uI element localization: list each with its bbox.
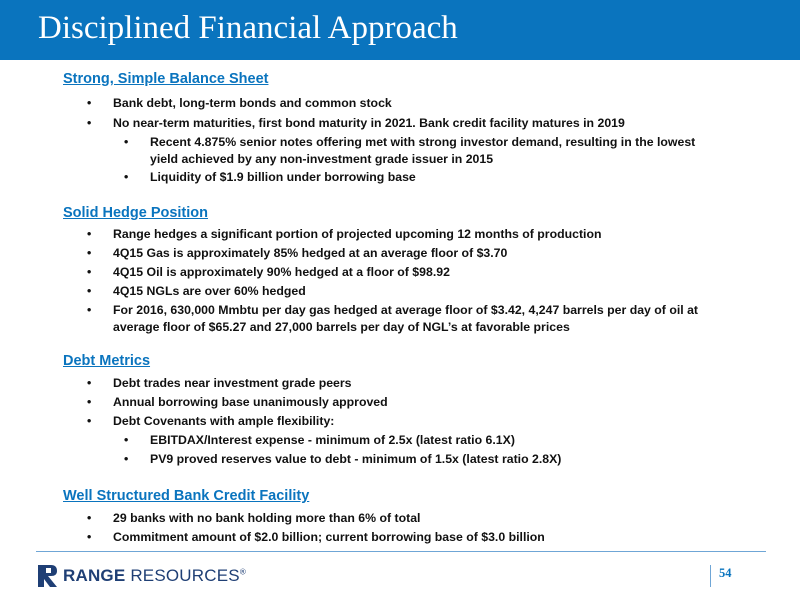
sub-bullet-item [124, 432, 750, 449]
logo-wordmark [63, 566, 246, 586]
bullet-icon: • [87, 116, 92, 130]
bullet-icon: • [124, 433, 129, 447]
page-number-separator [710, 565, 711, 587]
bullet-text: Debt trades near investment grade peers [113, 376, 352, 390]
bullet-item [87, 375, 753, 392]
bullet-icon: • [87, 395, 92, 409]
bullet-icon: • [124, 452, 129, 466]
page-number: 54 [719, 566, 732, 580]
sub-bullet-item [124, 451, 750, 468]
bullet-text: Commitment amount of $2.0 billion; current borrowing base of $3.0 billion [113, 530, 545, 544]
bullet-text: 4Q15 NGLs are over 60% hedged [113, 284, 306, 298]
logo-word-resources: RESOURCES [125, 566, 240, 585]
bullet-text: No near-term maturities, first bond maturity in 2021. Bank credit facility matures in 2019 [113, 116, 625, 130]
bullet-icon: • [87, 284, 92, 298]
bullet-item [87, 283, 753, 300]
bullet-icon: • [124, 135, 129, 149]
sub-bullet-item [124, 134, 710, 168]
bullet-icon: • [87, 511, 92, 525]
section-heading-bank-credit-facility: Well Structured Bank Credit Facility [63, 488, 310, 504]
bullet-item [87, 529, 753, 546]
bullet-text: PV9 proved reserves value to debt - minimum of 1.5x (latest ratio 2.8X) [150, 452, 562, 466]
bullet-text: 4Q15 Oil is approximately 90% hedged at a floor of $98.92 [113, 265, 450, 279]
bullet-text: Debt Covenants with ample flexibility: [113, 414, 335, 428]
bullet-text: For 2016, 630,000 Mmbtu per day gas hedged at average floor of $3.42, 4,247 barrels per day of oil at average floor of $65.27 and 27,000 barrels per day of NGL’s at favorable prices [113, 303, 699, 334]
company-logo [38, 564, 246, 588]
bullet-icon: • [87, 227, 92, 241]
bullet-item [87, 95, 753, 112]
bullet-icon: • [87, 530, 92, 544]
bullet-text: Annual borrowing base unanimously approved [113, 395, 388, 409]
registered-mark: ® [239, 567, 246, 577]
bullet-item [87, 394, 753, 411]
bullet-text: Recent 4.875% senior notes offering met with strong investor demand, resulting in the lowest yield achieved by any non-investment grade issuer in 2015 [150, 135, 696, 166]
bullet-icon: • [87, 96, 92, 110]
bullet-text: Range hedges a significant portion of projected upcoming 12 months of production [113, 227, 602, 241]
logo-word-range: RANGE [63, 566, 126, 585]
bullet-item [87, 264, 753, 281]
bullet-icon: • [124, 170, 129, 184]
section-heading-debt-metrics: Debt Metrics [63, 353, 151, 369]
bullet-text: 4Q15 Gas is approximately 85% hedged at an average floor of $3.70 [113, 246, 508, 260]
bullet-icon: • [87, 376, 92, 390]
bullet-text: Bank debt, long-term bonds and common stock [113, 96, 392, 110]
bullet-text: EBITDAX/Interest expense - minimum of 2.5x (latest ratio 6.1X) [150, 433, 515, 447]
bullet-item [87, 510, 753, 527]
bullet-icon: • [87, 246, 92, 260]
bullet-icon: • [87, 414, 92, 428]
bullet-icon: • [87, 265, 92, 279]
bullet-item [87, 115, 753, 132]
bullet-item [87, 302, 738, 336]
section-heading-balance-sheet: Strong, Simple Balance Sheet [63, 71, 269, 87]
bullet-text: 29 banks with no bank holding more than 6% of total [113, 511, 421, 525]
section-heading-hedge-position: Solid Hedge Position [63, 205, 209, 221]
footer-divider [36, 551, 766, 552]
range-logo-icon [38, 565, 58, 587]
bullet-item [87, 226, 753, 243]
sub-bullet-item [124, 169, 750, 186]
bullet-item [87, 413, 753, 430]
slide-title: Disciplined Financial Approach [38, 10, 458, 46]
bullet-text: Liquidity of $1.9 billion under borrowing base [150, 170, 416, 184]
bullet-item [87, 245, 753, 262]
bullet-icon: • [87, 303, 92, 317]
